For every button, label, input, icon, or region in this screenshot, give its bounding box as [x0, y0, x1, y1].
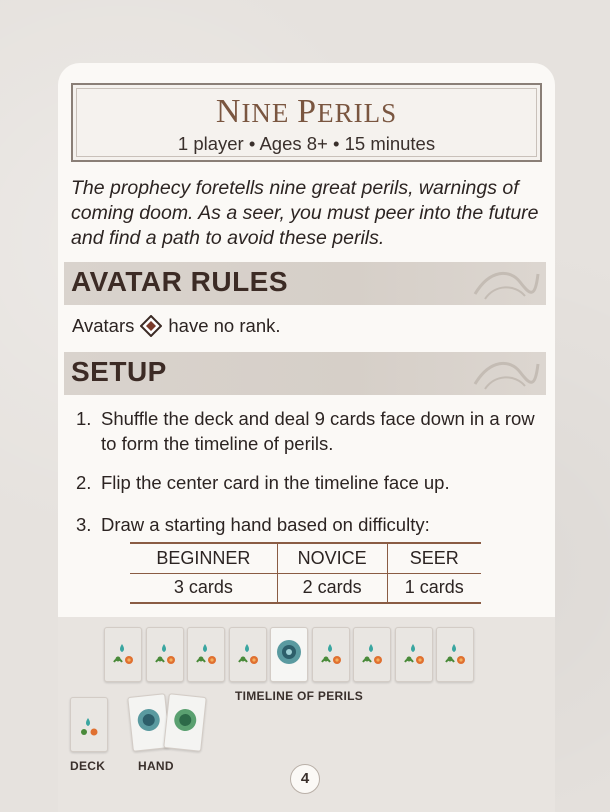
setup-step-2	[76, 470, 546, 495]
card-face-icon	[164, 694, 205, 750]
deck-label: DECK	[70, 759, 106, 773]
timeline-card-face-up	[270, 627, 308, 682]
ornament-swirl-icon	[470, 264, 540, 304]
card-back-icon	[188, 628, 224, 681]
step-text: Draw a starting hand based on difficulty:	[101, 514, 430, 535]
card-back-icon	[437, 628, 473, 681]
timeline-card-face-down	[229, 627, 267, 682]
setup-banner	[64, 352, 546, 395]
difficulty-value: 3 cards	[130, 573, 277, 603]
step-number: 3.	[76, 514, 92, 535]
card-back-icon	[105, 628, 141, 681]
title-initial-p: P	[297, 93, 318, 130]
step-number: 1.	[76, 408, 92, 429]
timeline-card-face-down	[187, 627, 225, 682]
card-back-icon	[396, 628, 432, 681]
timeline-card-face-down	[436, 627, 474, 682]
timeline-card-face-down	[104, 627, 142, 682]
avatar-diamond-icon	[140, 315, 162, 337]
hand-label: HAND	[138, 759, 174, 773]
difficulty-value: 2 cards	[277, 573, 387, 603]
card-back-icon	[147, 628, 183, 681]
page-number: 4	[290, 764, 320, 794]
game-title	[73, 93, 540, 131]
title-rest-1: INE	[241, 98, 298, 128]
difficulty-table	[130, 542, 481, 604]
timeline-card-face-down	[353, 627, 391, 682]
ornament-swirl-icon	[470, 354, 540, 394]
difficulty-header-row	[130, 543, 481, 573]
setup-step-1	[76, 406, 546, 456]
timeline-label: TIMELINE OF PERILS	[235, 689, 364, 703]
avatar-rules-heading: AVATAR RULES	[71, 266, 289, 297]
difficulty-value-row	[130, 573, 481, 603]
setup-step-3	[76, 512, 546, 537]
game-subtitle: 1 player • Ages 8+ • 15 minutes	[177, 133, 436, 154]
card-back-icon	[230, 628, 266, 681]
difficulty-value: 1 cards	[387, 573, 481, 603]
step-number: 2.	[76, 472, 92, 493]
hand-card	[163, 693, 207, 752]
card-back-icon	[71, 698, 107, 751]
timeline-card-face-down	[395, 627, 433, 682]
deck-card	[70, 697, 108, 752]
avatar-rule-text	[72, 315, 281, 337]
step-text: Shuffle the deck and deal 9 cards face down in a row to form the timeline of perils.	[101, 408, 535, 454]
flavor-text: The prophecy foretells nine great perils, warnings of coming doom. As a seer, you must peer into the future and find a path to avoid these perils.	[71, 177, 539, 249]
difficulty-header: SEER	[387, 543, 481, 573]
step-text: Flip the center card in the timeline face up.	[101, 472, 450, 493]
title-box	[71, 83, 542, 162]
difficulty-header: NOVICE	[277, 543, 387, 573]
avatar-rules-banner	[64, 262, 546, 305]
title-rest-2: ERILS	[317, 98, 398, 128]
setup-heading: SETUP	[71, 356, 167, 387]
avatar-text-after: have no rank.	[168, 315, 281, 336]
card-face-icon	[271, 628, 307, 681]
card-back-icon	[354, 628, 390, 681]
timeline-card-face-down	[312, 627, 350, 682]
avatar-text-before: Avatars	[72, 315, 135, 336]
rules-card	[58, 63, 555, 812]
title-initial-n: N	[215, 93, 242, 130]
card-back-icon	[313, 628, 349, 681]
difficulty-header: BEGINNER	[130, 543, 277, 573]
timeline-card-face-down	[146, 627, 184, 682]
